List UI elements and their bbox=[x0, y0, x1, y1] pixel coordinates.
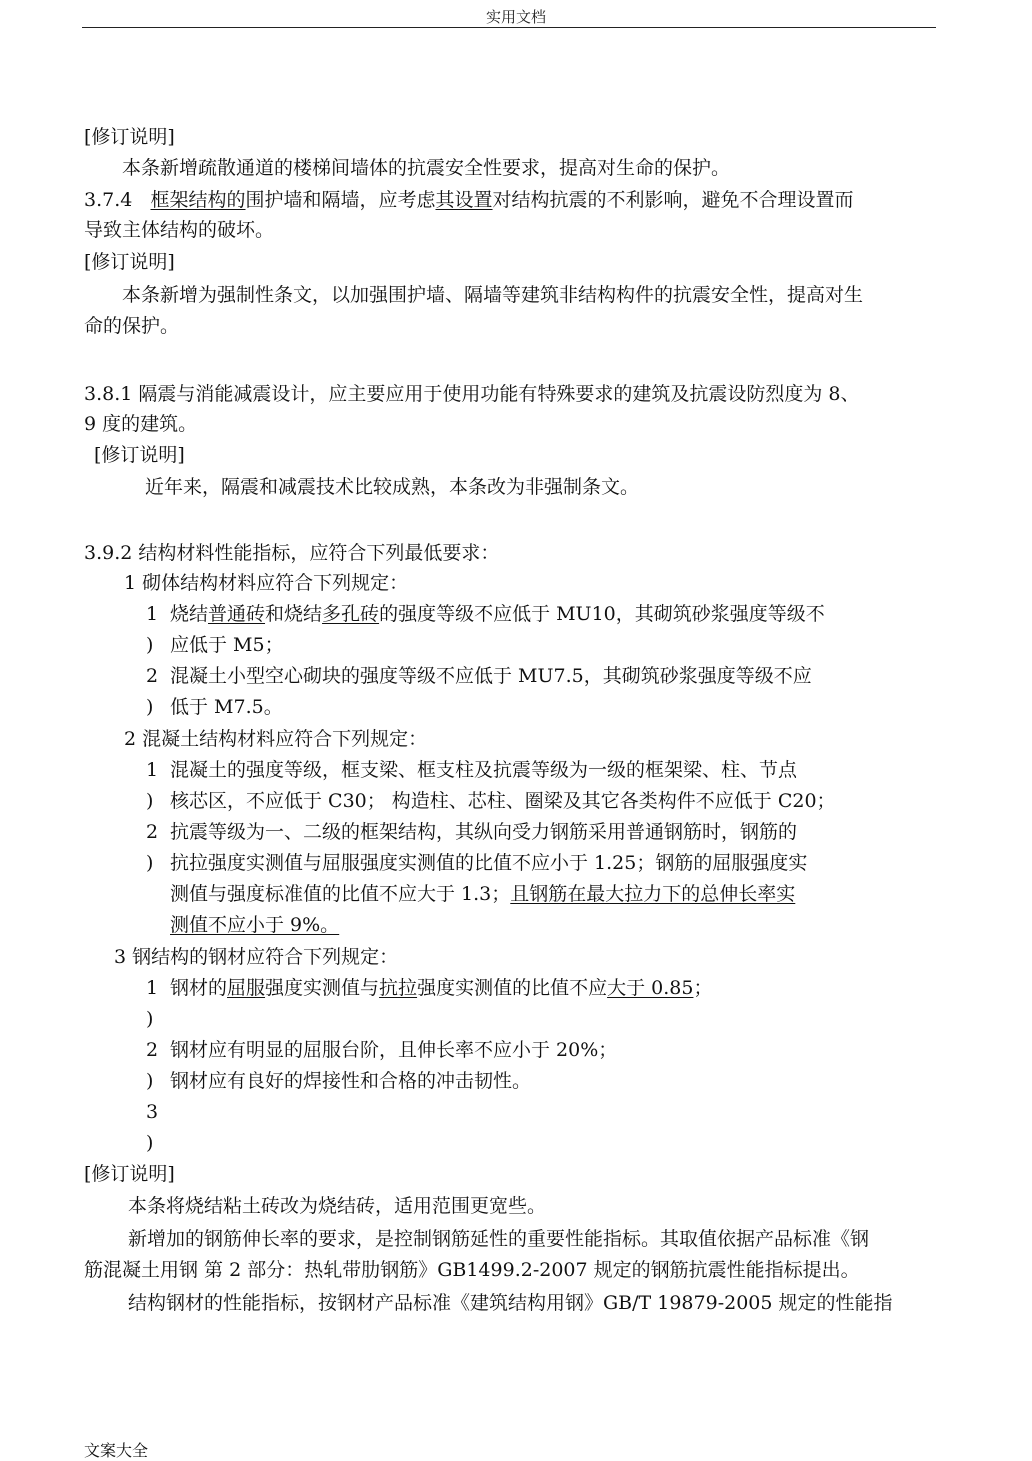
clause-3-9-2: 3.9.2 结构材料性能指标，应符合下列最低要求： bbox=[84, 542, 500, 564]
item-title: 1 砌体结构材料应符合下列规定： bbox=[124, 572, 409, 594]
sub-item-text: 抗震等级为一、二级的框架结构，其纵向受力钢筋采用普通钢筋时，钢筋的 bbox=[170, 821, 798, 843]
revision-note-text: 本条将烧结粘土砖改为烧结砖，适用范围更宽些。 bbox=[128, 1195, 547, 1217]
sub-item-text: 核芯区，不应低于 C30； 构造柱、芯柱、圈梁及其它各类构件不应低于 C20； bbox=[170, 790, 836, 812]
item-paren: ) bbox=[146, 1070, 154, 1092]
underlined-text: 多孔砖 bbox=[322, 603, 380, 625]
sub-item-text: 抗拉强度实测值与屈服强度实测值的比值不应小于 1.25；钢筋的屈服强度实 bbox=[170, 852, 808, 874]
revision-note-label: [修订说明] bbox=[84, 1163, 175, 1185]
item-paren: ) bbox=[146, 852, 154, 874]
sub-item-text: 应低于 M5； bbox=[170, 634, 284, 656]
sub-item-text: 钢材的屈服强度实测值与抗拉强度实测值的比值不应大于 0.85； bbox=[170, 977, 713, 999]
sub-item-text: 烧结普通砖和烧结多孔砖的强度等级不应低于 MU10，其砌筑砂浆强度等级不 bbox=[170, 603, 825, 625]
item-number: 1 bbox=[146, 603, 159, 625]
underlined-text: 大于 0.85 bbox=[607, 977, 694, 999]
clause-3-8-1-cont: 9 度的建筑。 bbox=[84, 413, 198, 435]
sub-item-text: 钢材应有明显的屈服台阶，且伸长率不应小于 20%； bbox=[170, 1039, 618, 1061]
clause-number: 3.7.4 bbox=[84, 189, 133, 211]
revision-note-label: [修订说明] bbox=[84, 251, 175, 273]
item-number: 3 bbox=[146, 1101, 159, 1123]
page-footer: 文案大全 bbox=[84, 1441, 149, 1460]
item-number: 2 bbox=[146, 1039, 159, 1061]
revision-note-text: 近年来，隔震和减震技术比较成熟，本条改为非强制条文。 bbox=[145, 476, 640, 498]
revision-note-label: [修订说明] bbox=[84, 126, 175, 148]
clause-3-8-1: 3.8.1 隔震与消能减震设计，应主要应用于使用功能有特殊要求的建筑及抗震设防烈度为 8、 bbox=[84, 383, 860, 405]
clause-3-7-4-cont: 导致主体结构的破坏。 bbox=[84, 219, 275, 241]
item-number: 1 bbox=[146, 759, 159, 781]
item-number: 2 bbox=[146, 665, 159, 687]
revision-note-label: [修订说明] bbox=[94, 444, 185, 466]
item-paren: ) bbox=[146, 1008, 154, 1030]
underlined-text: 其设置 bbox=[435, 189, 493, 211]
item-paren: ) bbox=[146, 1132, 154, 1154]
item-paren: ) bbox=[146, 790, 154, 812]
sub-item-text: 测值与强度标准值的比值不应大于 1.3；且钢筋在最大拉力下的总伸长率实 bbox=[170, 883, 796, 905]
revision-note-text: 结构钢材的性能指标，按钢材产品标准《建筑结构用钢》GB/T 19879-2005 规定的性能指 bbox=[128, 1292, 893, 1314]
clause-text: 对结构抗震的不利影响，避免不合理设置而 bbox=[492, 189, 854, 211]
sub-item-text: 混凝土小型空心砌块的强度等级不应低于 MU7.5，其砌筑砂浆强度等级不应 bbox=[170, 665, 812, 687]
revision-note-text: 新增加的钢筋伸长率的要求，是控制钢筋延性的重要性能指标。其取值依据产品标准《钢 bbox=[128, 1228, 870, 1250]
underlined-text: 测值不应小于 9%。 bbox=[170, 914, 340, 936]
page-header: 实用文档 bbox=[485, 8, 546, 26]
revision-note-text-cont: 筋混凝土用钢 第 2 部分：热轧带肋钢筋》GB1499.2-2007 规定的钢筋抗震性能指标提出。 bbox=[84, 1259, 860, 1281]
sub-item-text: 低于 M7.5。 bbox=[170, 696, 283, 718]
underlined-text: 屈服 bbox=[227, 977, 266, 999]
revision-note-text-cont: 命的保护。 bbox=[84, 315, 180, 337]
underlined-text: 普通砖 bbox=[208, 603, 266, 625]
item-paren: ) bbox=[146, 696, 154, 718]
underlined-text: 框架结构的 bbox=[150, 189, 246, 211]
underlined-text: 抗拉 bbox=[379, 977, 418, 999]
item-title: 2 混凝土结构材料应符合下列规定： bbox=[124, 728, 428, 750]
revision-note-text: 本条新增为强制性条文，以加强围护墙、隔墙等建筑非结构构件的抗震安全性，提高对生 bbox=[122, 284, 864, 306]
item-number: 1 bbox=[146, 977, 159, 999]
item-number: 2 bbox=[146, 821, 159, 843]
header-rule bbox=[82, 27, 936, 28]
clause-3-7-4 bbox=[84, 188, 854, 212]
sub-item-text: 混凝土的强度等级，框支梁、框支柱及抗震等级为一级的框架梁、柱、节点 bbox=[170, 759, 798, 781]
sub-item-text: 钢材应有良好的焊接性和合格的冲击韧性。 bbox=[170, 1070, 532, 1092]
revision-note-text: 本条新增疏散通道的楼梯间墙体的抗震安全性要求，提高对生命的保护。 bbox=[122, 157, 731, 179]
clause-text: 围护墙和隔墙，应考虑 bbox=[245, 189, 436, 211]
item-title: 3 钢结构的钢材应符合下列规定： bbox=[114, 946, 399, 968]
item-paren: ) bbox=[146, 634, 154, 656]
underlined-text: 且钢筋在最大拉力下的总伸长率实 bbox=[510, 883, 796, 905]
